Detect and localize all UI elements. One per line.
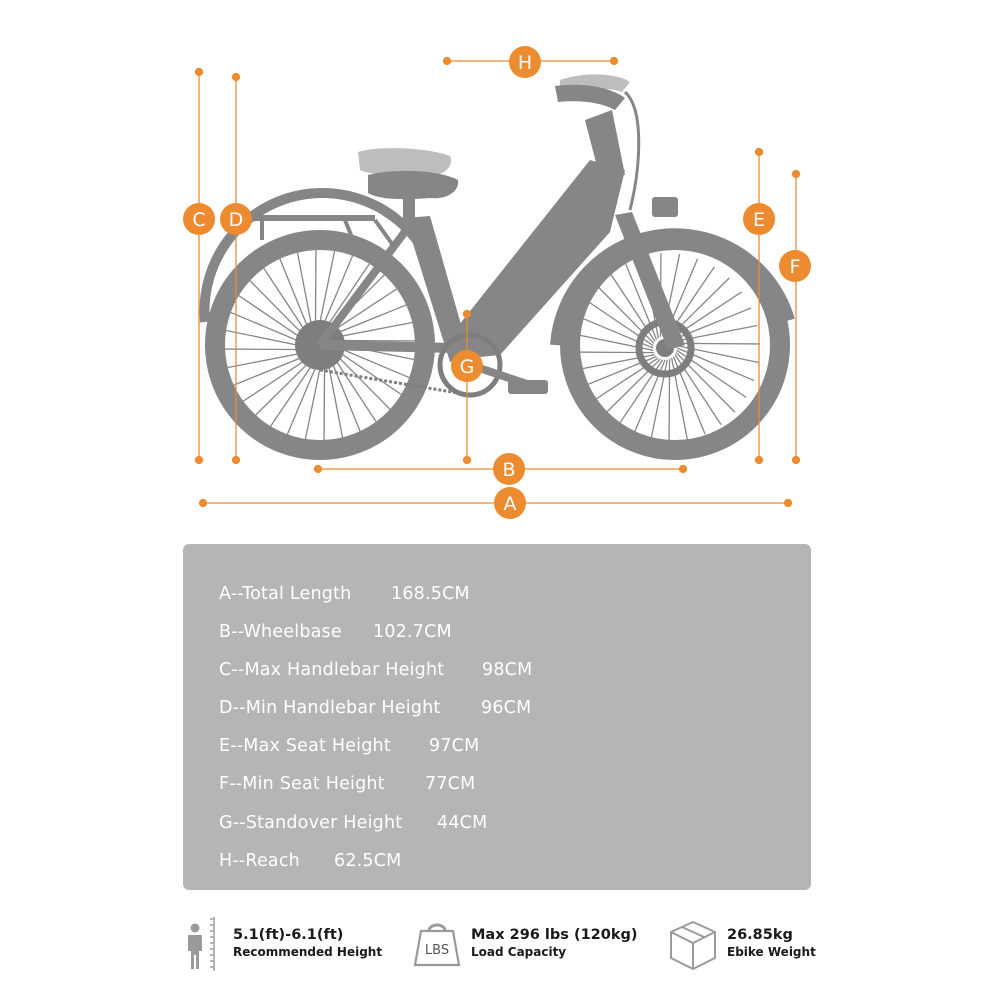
badge-d-label: D	[228, 209, 244, 231]
badge-h	[509, 46, 541, 78]
spec-label: F--Min Seat Height	[219, 774, 385, 794]
spec-value: 98CM	[482, 660, 533, 680]
person-height-icon	[183, 915, 223, 973]
spec-label: C--Max Handlebar Height	[219, 660, 445, 680]
spec-value: 97CM	[429, 736, 480, 756]
badge-a-label: A	[503, 493, 517, 515]
badge-b-label: B	[502, 459, 516, 481]
spec-label: D--Min Handlebar Height	[219, 698, 441, 718]
badge-g-label: G	[459, 356, 475, 378]
badge-a	[494, 487, 526, 519]
spec-label: G--Standover Height	[219, 813, 403, 833]
spec-label: B--Wheelbase	[219, 622, 342, 642]
spec-value: 77CM	[425, 774, 476, 794]
spec-panel	[183, 544, 811, 890]
weight-icon-text: LBS	[424, 943, 450, 958]
ebike-weight-value: 26.85kg	[727, 927, 793, 943]
badge-c	[183, 203, 215, 235]
badge-e	[743, 203, 775, 235]
info-load-capacity	[412, 915, 642, 975]
badge-c-label: C	[192, 209, 206, 231]
spec-value: 168.5CM	[391, 584, 470, 604]
spec-label: E--Max Seat Height	[219, 736, 391, 756]
seat	[358, 148, 458, 223]
spec-value: 44CM	[437, 813, 488, 833]
info-recommended-height	[183, 915, 383, 975]
weight-lbs-icon	[412, 915, 462, 970]
load-capacity-value: Max 296 lbs (120kg)	[471, 927, 638, 943]
load-capacity-label: Load Capacity	[471, 945, 567, 959]
recommended-height-label: Recommended Height	[233, 945, 383, 959]
spec-value: 102.7CM	[373, 622, 452, 642]
badge-f-label: F	[789, 256, 801, 278]
box-icon	[668, 915, 718, 970]
spec-value: 96CM	[481, 698, 532, 718]
badge-h-label: H	[517, 52, 533, 74]
ebike-weight-label: Ebike Weight	[727, 945, 816, 959]
spec-label: H--Reach	[219, 851, 300, 871]
badge-f	[779, 250, 811, 282]
spec-label: A--Total Length	[219, 584, 352, 604]
badge-g	[451, 350, 483, 382]
bike-silhouette	[204, 74, 790, 450]
badge-d	[220, 203, 252, 235]
spec-value: 62.5CM	[334, 851, 402, 871]
info-ebike-weight	[668, 915, 828, 975]
recommended-height-value: 5.1(ft)-6.1(ft)	[233, 927, 344, 943]
badge-b	[493, 453, 525, 485]
badge-e-label: E	[752, 209, 766, 231]
